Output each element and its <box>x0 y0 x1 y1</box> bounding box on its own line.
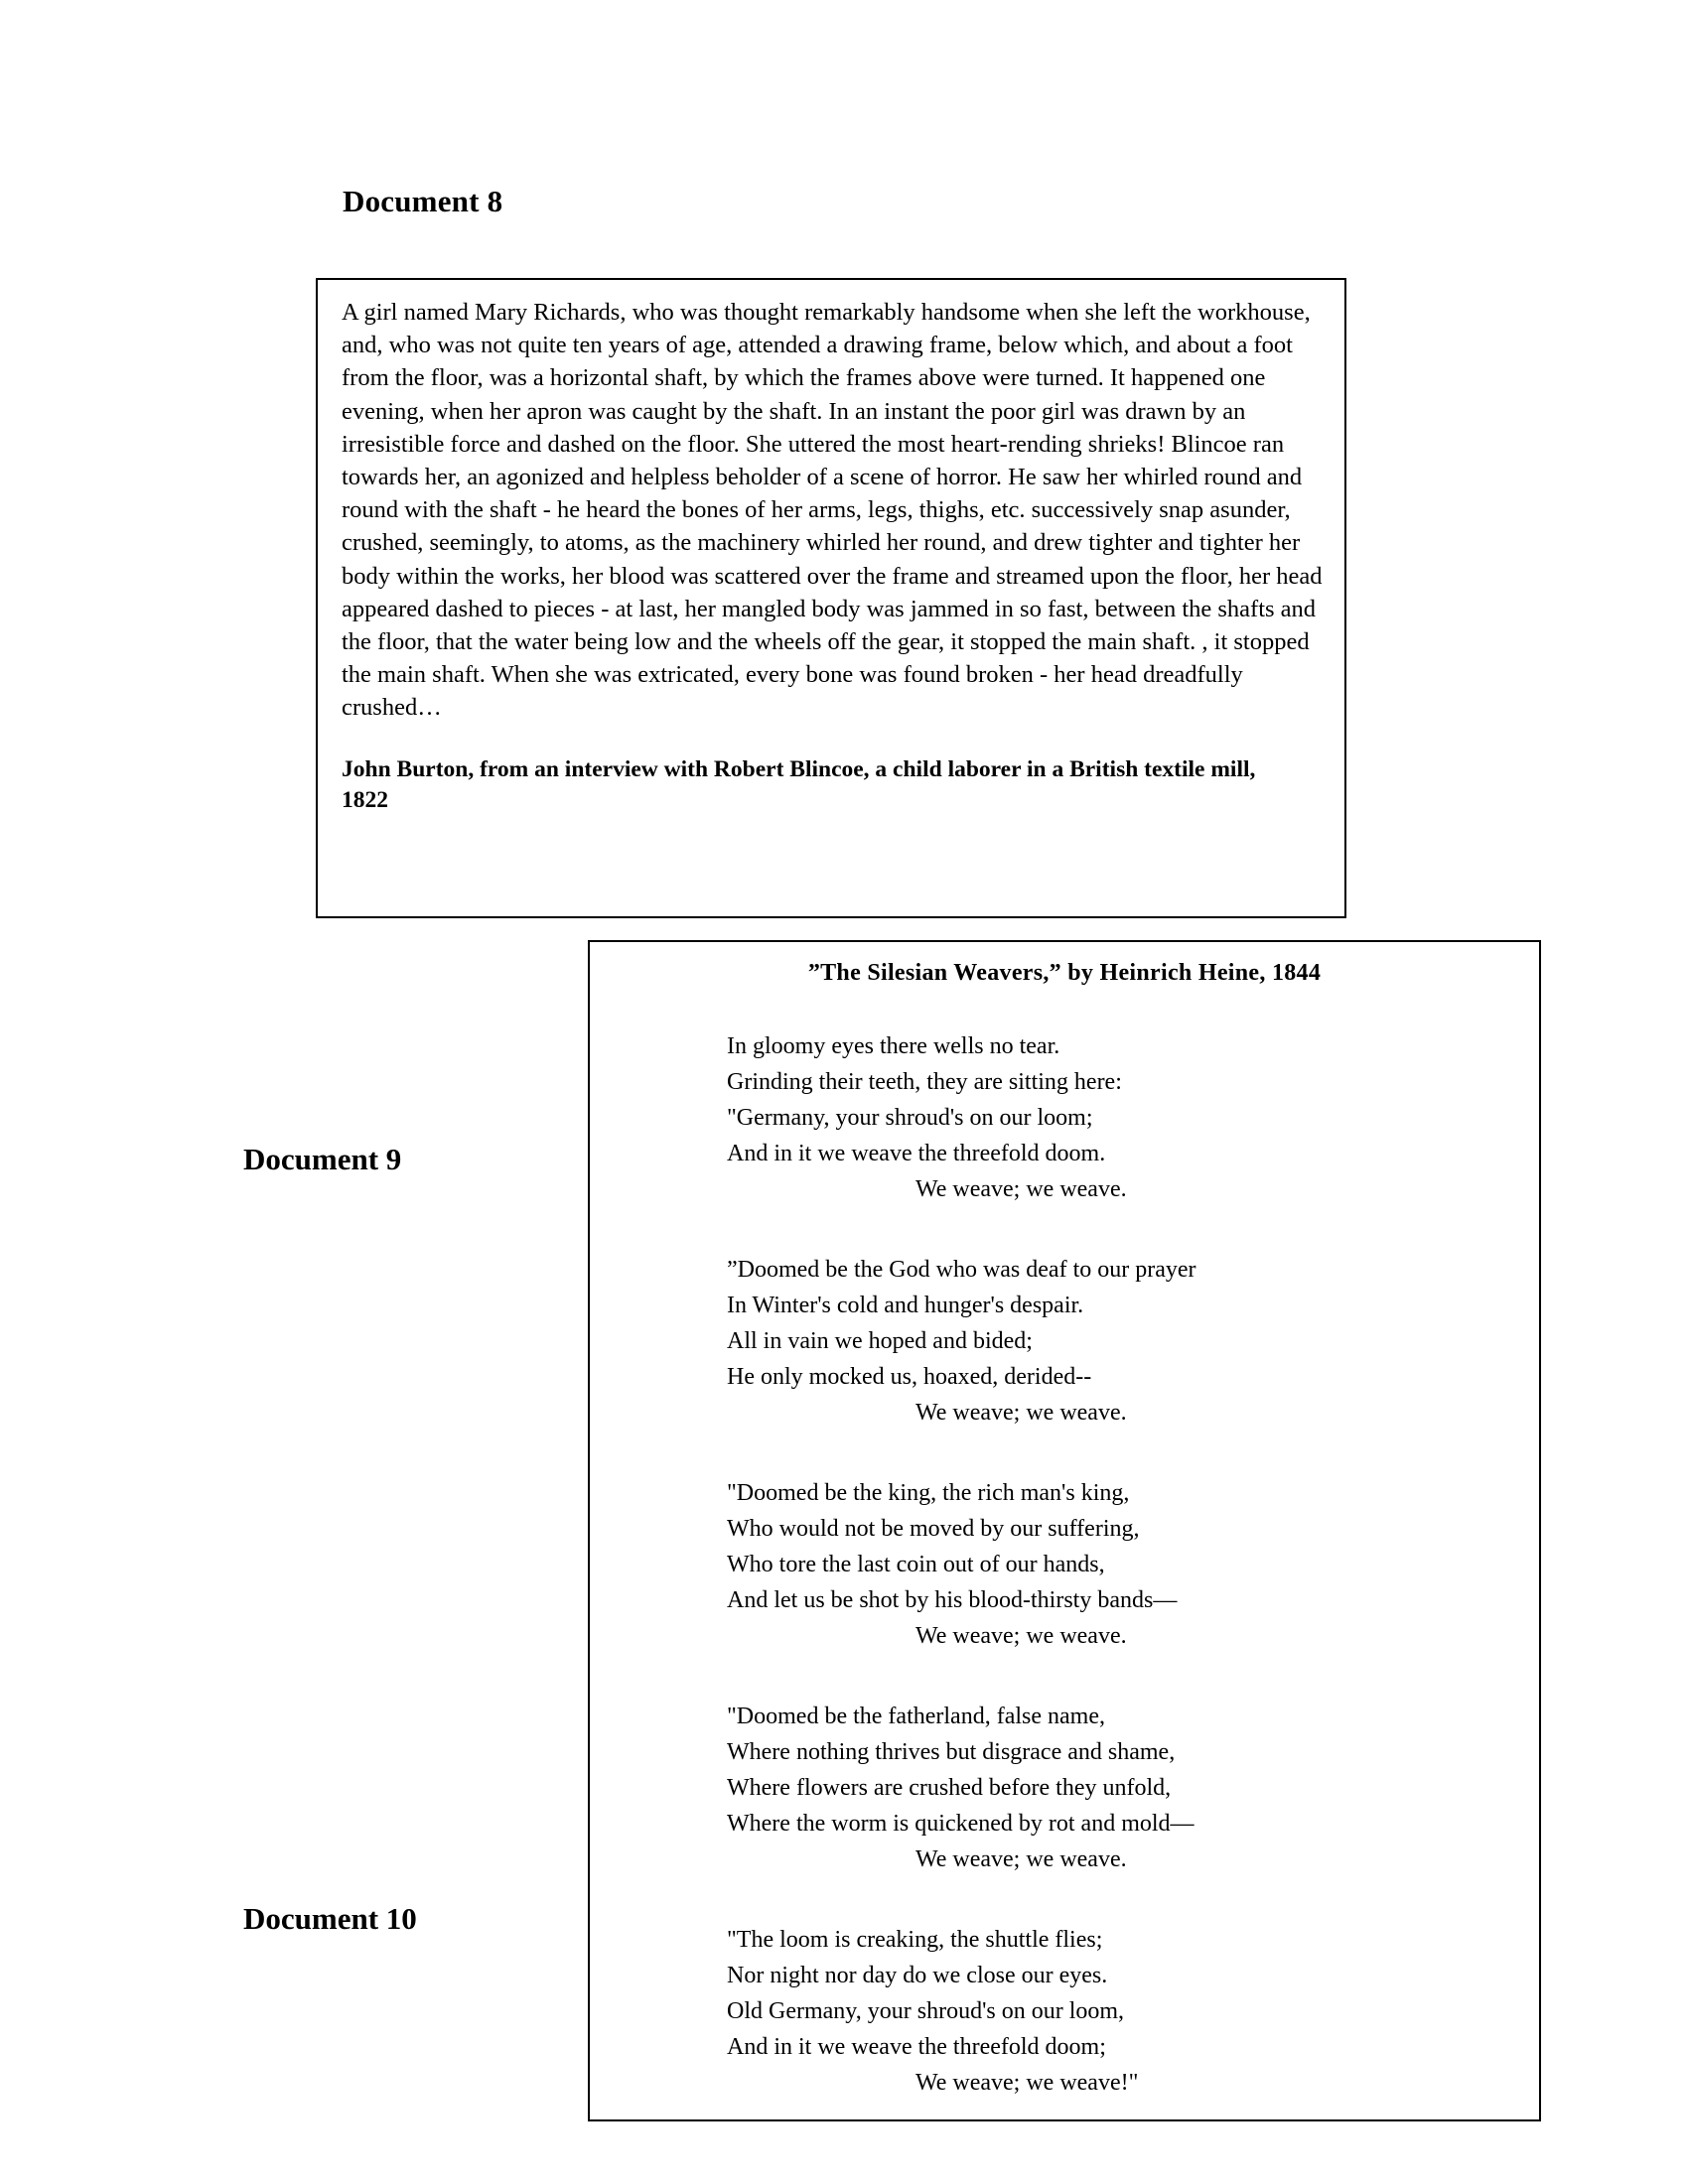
document-8-excerpt-text: A girl named Mary Richards, who was thought remarkably handsome when she left the workhouse, and, who was not quite ten years of age, attended a drawing frame, below which, and about a foot from the floor, was a horizontal shaft, by which the frames above were turned. It happened one evening, when her apron was caught by the shaft. In an instant the poor girl was drawn by an irresistible force and dashed on the floor. She uttered the most heart-rending shrieks! Blincoe ran towards her, an agonized and helpless beholder of a scene of horror. He saw her whirled round and round with the shaft - he heard the bones of her arms, legs, thighs, etc. successively snap asunder, crushed, seemingly, to atoms, as the machinery whirled her round, and drew tighter and tighter her body within the works, her blood was scattered over the frame and streamed upon the floor, her head appeared dashed to pieces - at last, her mangled body was jammed in so fast, between the shafts and the floor, that the water being low and the wheels off the gear, it stopped the main shaft. , it stopped the main shaft. When she was extricated, every bone was found broken - her head dreadfully crushed… <box>342 299 1323 722</box>
poem-refrain: We weave; we weave. <box>915 1400 1127 1426</box>
poem-stanza <box>610 1699 1519 1877</box>
poem-line: "Germany, your shroud's on our loom; <box>727 1105 1093 1131</box>
poem-line: Where the worm is quickened by rot and mold— <box>727 1811 1195 1837</box>
poem-line: Where flowers are crushed before they unfold, <box>727 1775 1172 1801</box>
poem-line: All in vain we hoped and bided; <box>727 1328 1033 1354</box>
document-8-heading: Document 8 <box>343 184 503 218</box>
poem-title: ”The Silesian Weavers,” by Heinrich Heine, 1844 <box>807 960 1322 986</box>
poem-line: He only mocked us, hoaxed, derided-- <box>727 1364 1092 1390</box>
poem-box <box>588 940 1541 2121</box>
poem-line: Who tore the last coin out of our hands, <box>727 1552 1105 1577</box>
poem-line: And in it we weave the threefold doom. <box>727 1141 1106 1166</box>
poem-stanza <box>610 1028 1519 1207</box>
poem-line: Who would not be moved by our suffering, <box>727 1516 1140 1542</box>
poem-line: Where nothing thrives but disgrace and shame, <box>727 1739 1176 1765</box>
poem-stanza <box>610 1922 1519 2101</box>
document-8-box <box>316 278 1346 918</box>
poem-line: In gloomy eyes there wells no tear. <box>727 1033 1060 1059</box>
document-9-heading: Document 9 <box>243 1142 402 1176</box>
poem-line: And in it we weave the threefold doom; <box>727 2034 1106 2060</box>
poem-line: Old Germany, your shroud's on our loom, <box>727 1998 1125 2024</box>
poem-line: "Doomed be the fatherland, false name, <box>727 1704 1105 1729</box>
poem-line: And let us be shot by his blood-thirsty bands— <box>727 1587 1178 1613</box>
poem-line: Grinding their teeth, they are sitting here: <box>727 1069 1122 1095</box>
document-10-heading: Document 10 <box>243 1901 417 1936</box>
poem-stanza <box>610 1252 1519 1431</box>
poem-line: "Doomed be the king, the rich man's king, <box>727 1480 1130 1506</box>
poem-line: "The loom is creaking, the shuttle flies; <box>727 1927 1103 1953</box>
poem-refrain: We weave; we weave!" <box>915 2070 1139 2096</box>
poem-line: In Winter's cold and hunger's despair. <box>727 1293 1084 1318</box>
poem-line: Nor night nor day do we close our eyes. <box>727 1963 1108 1988</box>
poem-refrain: We weave; we weave. <box>915 1623 1127 1649</box>
poem-refrain: We weave; we weave. <box>915 1846 1127 1872</box>
poem-stanza <box>610 1475 1519 1654</box>
poem-line: ”Doomed be the God who was deaf to our prayer <box>727 1257 1196 1283</box>
document-8-attribution: John Burton, from an interview with Robert Blincoe, a child laborer in a British textile mill, 1822 <box>342 755 1256 813</box>
poem-refrain: We weave; we weave. <box>915 1176 1127 1202</box>
